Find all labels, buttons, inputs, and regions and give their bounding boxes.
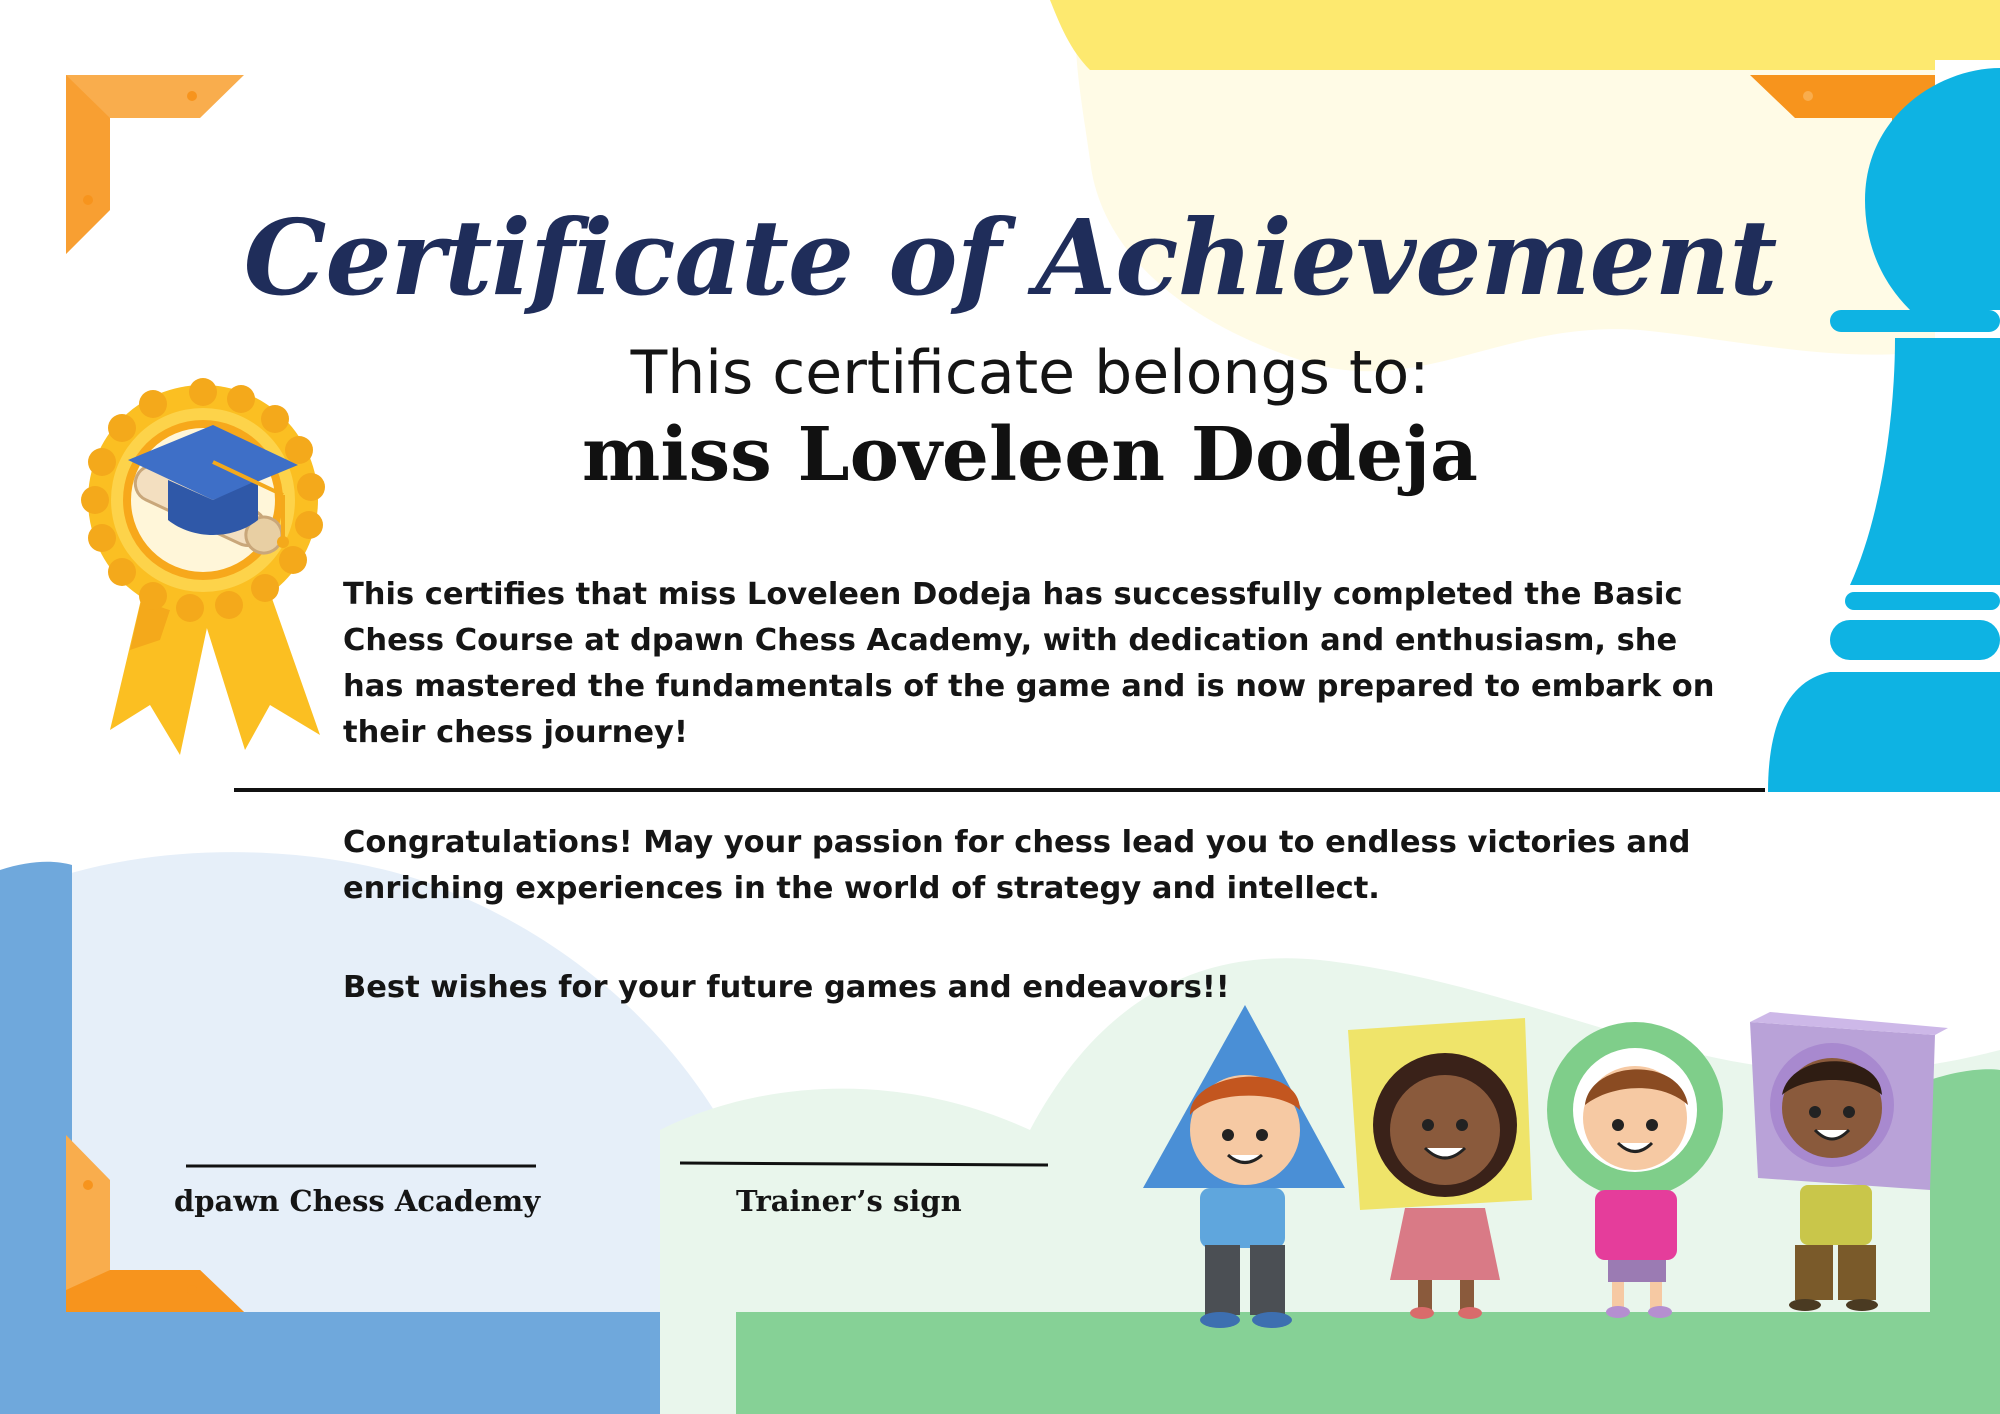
- academy-signature-label: dpawn Chess Academy: [174, 1184, 541, 1218]
- certification-paragraph: This certifies that miss Loveleen Dodeja has successfully completed the Basic Chess Course at dpawn Chess Academy, with dedication and enthusiasm, she has mastered the fundamentals of the game and is now prepared to embark on their chess journey!: [343, 577, 1715, 750]
- signature-line-right: [680, 1163, 1048, 1165]
- best-wishes-paragraph: Best wishes for your future games and endeavors!!: [343, 970, 1230, 1005]
- trainer-signature-label: Trainer’s sign: [736, 1184, 962, 1218]
- congratulations-paragraph: Congratulations! May your passion for chess lead you to endless victories and enriching experiences in the world of strategy and intellect.: [343, 825, 1691, 906]
- recipient-name: miss Loveleen Dodeja: [582, 412, 1478, 498]
- belongs-to-label: This certificate belongs to:: [630, 338, 1430, 408]
- certificate-title: Certificate of Achievement: [243, 196, 1777, 319]
